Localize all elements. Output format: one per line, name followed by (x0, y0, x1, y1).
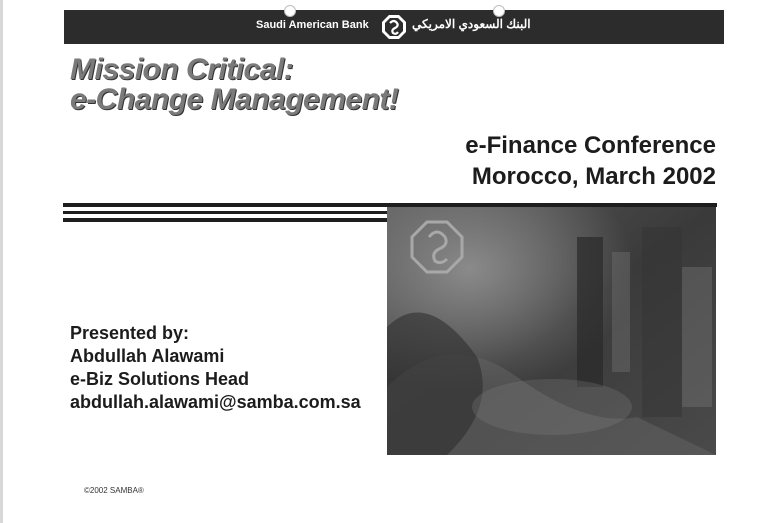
decorative-photo-collage (387, 207, 716, 455)
presenter-role: e-Biz Solutions Head (70, 369, 250, 389)
page-edge (0, 0, 3, 523)
bank-name-arabic: البنك السعودي الامريكي (412, 17, 531, 31)
samba-logo-icon (381, 14, 407, 40)
punch-hole-left (284, 5, 296, 17)
presenter-name: Abdullah Alawami (70, 346, 225, 366)
conference-location-date: Morocco, March 2002 (471, 163, 716, 190)
presenter-block (70, 322, 361, 414)
copyright-footer: ©2002 SAMBA® (84, 486, 144, 495)
conference-name: e-Finance Conference (465, 132, 716, 159)
presented-by-label: Presented by: (70, 323, 190, 343)
divider-rule-bottom (63, 218, 390, 222)
bank-name-english: Saudi American Bank (256, 19, 369, 31)
slide-title (70, 55, 398, 115)
title-line-1: Mission Critical: (70, 53, 294, 86)
punch-hole-right (493, 5, 505, 17)
presenter-email: abdullah.alawami@samba.com.sa (70, 392, 361, 412)
divider-rule-middle (63, 211, 390, 214)
conference-info (465, 130, 716, 192)
title-line-2: e-Change Management! (70, 83, 399, 116)
